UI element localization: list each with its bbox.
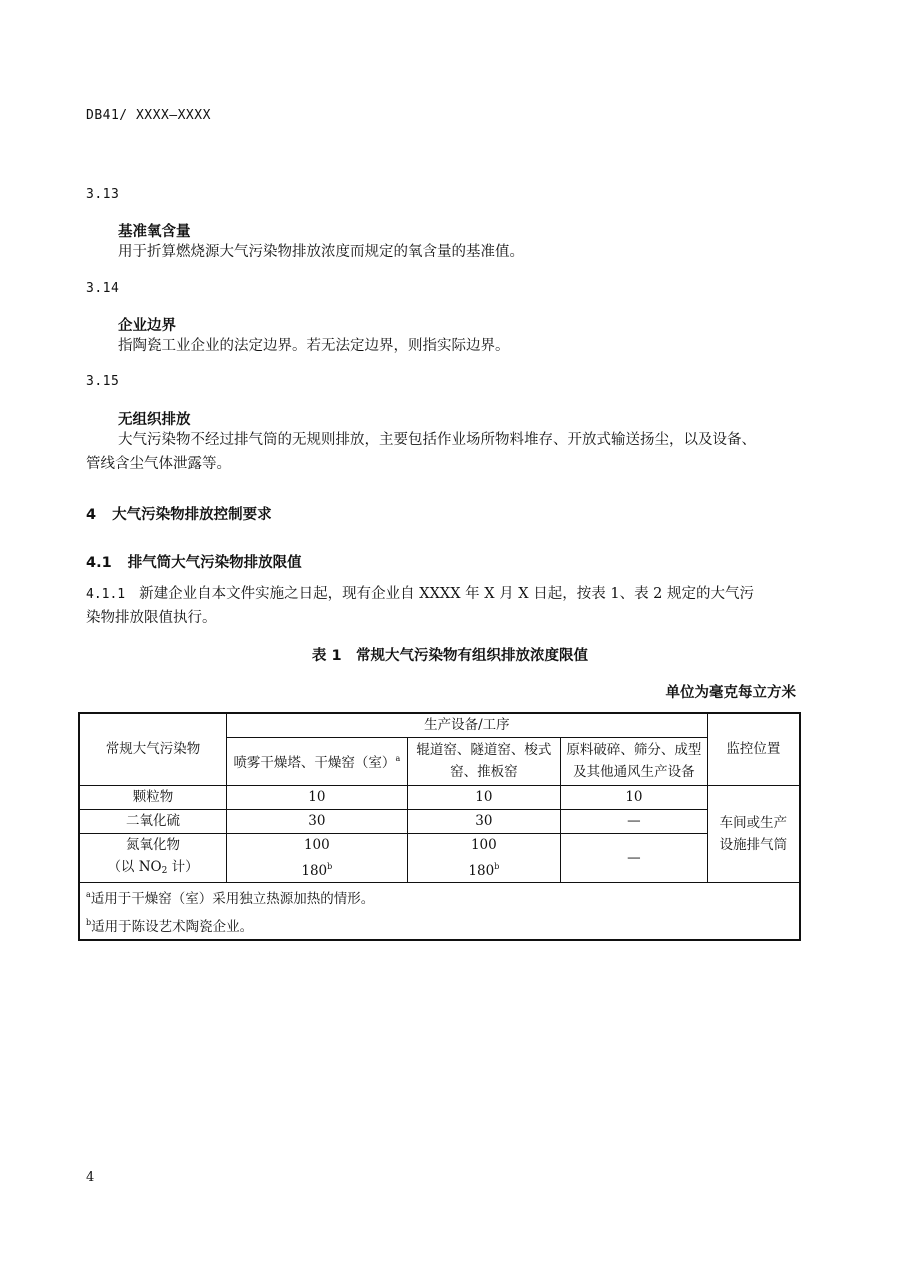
limit-value: 100 180$^b$: [407, 833, 561, 882]
table-row: [79, 833, 800, 882]
table-notes: [79, 882, 800, 940]
limit-value: —: [561, 833, 708, 882]
term-heading: 无组织排放: [118, 412, 191, 428]
table-unit: 单位为毫克每立方米: [665, 685, 796, 701]
section-title: 大气污染物排放控制要求: [112, 507, 272, 523]
header-col-spray-dryer: 喷雾干燥塔、干燥窑（室）$^a$: [227, 737, 408, 785]
document-code: DB41/ XXXX—XXXX: [86, 108, 211, 123]
note-a: $^a$适用于干燥窑（室）采用独立热源加热的情形。: [86, 889, 375, 907]
clause-text: 新建企业自本文件实施之日起，现有企业自 XXXX 年 X 月 X 日起，按表 1、表 2 规定的大气污: [139, 586, 755, 602]
section-title: 排气筒大气污染物排放限值: [127, 555, 302, 571]
table-caption: 表 1 常规大气污染物有组织排放浓度限值: [311, 648, 589, 664]
term-heading: 企业边界: [118, 318, 176, 334]
limit-value: 30: [227, 809, 408, 833]
section-4-1-heading: [86, 551, 302, 572]
term-definition: 指陶瓷工业企业的法定边界。若无法定边界，则指实际边界。: [118, 338, 510, 354]
header-monitor-location: 监控位置: [707, 713, 800, 785]
clause-number: 4.1.1: [86, 587, 126, 602]
limit-value: 10: [561, 785, 708, 809]
monitor-location: 车间或生产 设施排气筒: [707, 785, 800, 882]
limit-value: 30: [407, 809, 561, 833]
term-definition-line-1: 大气污染物不经过排气筒的无规则排放，主要包括作业场所物料堆存、开放式输送扬尘，以及设备、: [118, 432, 756, 448]
clause-number-3-13: 3.13: [86, 187, 120, 202]
note-b: $^b$适用于陈设艺术陶瓷企业。: [86, 917, 254, 935]
term-heading: 基准氧含量: [118, 224, 191, 240]
limit-value: 10: [407, 785, 561, 809]
emission-limits-table: [78, 712, 801, 941]
clause-4-1-1-line-2: 染物排放限值执行。: [86, 610, 217, 626]
header-col-kilns: 辊道窑、隧道窑、梭式 窑、推板窑: [407, 737, 561, 785]
clause-number-3-14: 3.14: [86, 281, 120, 296]
clause-number-3-15: 3.15: [86, 374, 120, 389]
header-pollutant: 常规大气污染物: [79, 713, 227, 785]
pollutant-name: 颗粒物: [79, 785, 227, 809]
pollutant-name: 氮氧化物 （以 $NO_2$ 计）: [79, 833, 227, 882]
term-definition: 用于折算燃烧源大气污染物排放浓度而规定的氧含量的基准值。: [118, 244, 524, 260]
table-notes-row: [79, 882, 800, 940]
header-equipment-group: 生产设备/工序: [227, 713, 708, 737]
limit-value: 100 180$^b$: [227, 833, 408, 882]
page-number: 4: [86, 1170, 95, 1185]
header-col-crushing: 原料破碎、筛分、成型 及其他通风生产设备: [561, 737, 708, 785]
section-number: 4: [86, 507, 97, 523]
limit-value: 10: [227, 785, 408, 809]
pollutant-name: 二氧化硫: [79, 809, 227, 833]
section-number: 4.1: [86, 555, 112, 571]
table-row: [79, 809, 800, 833]
table-row: [79, 785, 800, 809]
term-definition-line-2: 管线含尘气体泄露等。: [86, 456, 231, 472]
section-4-heading: [86, 503, 272, 524]
limit-value: —: [561, 809, 708, 833]
clause-4-1-1-line-1: [86, 582, 754, 607]
